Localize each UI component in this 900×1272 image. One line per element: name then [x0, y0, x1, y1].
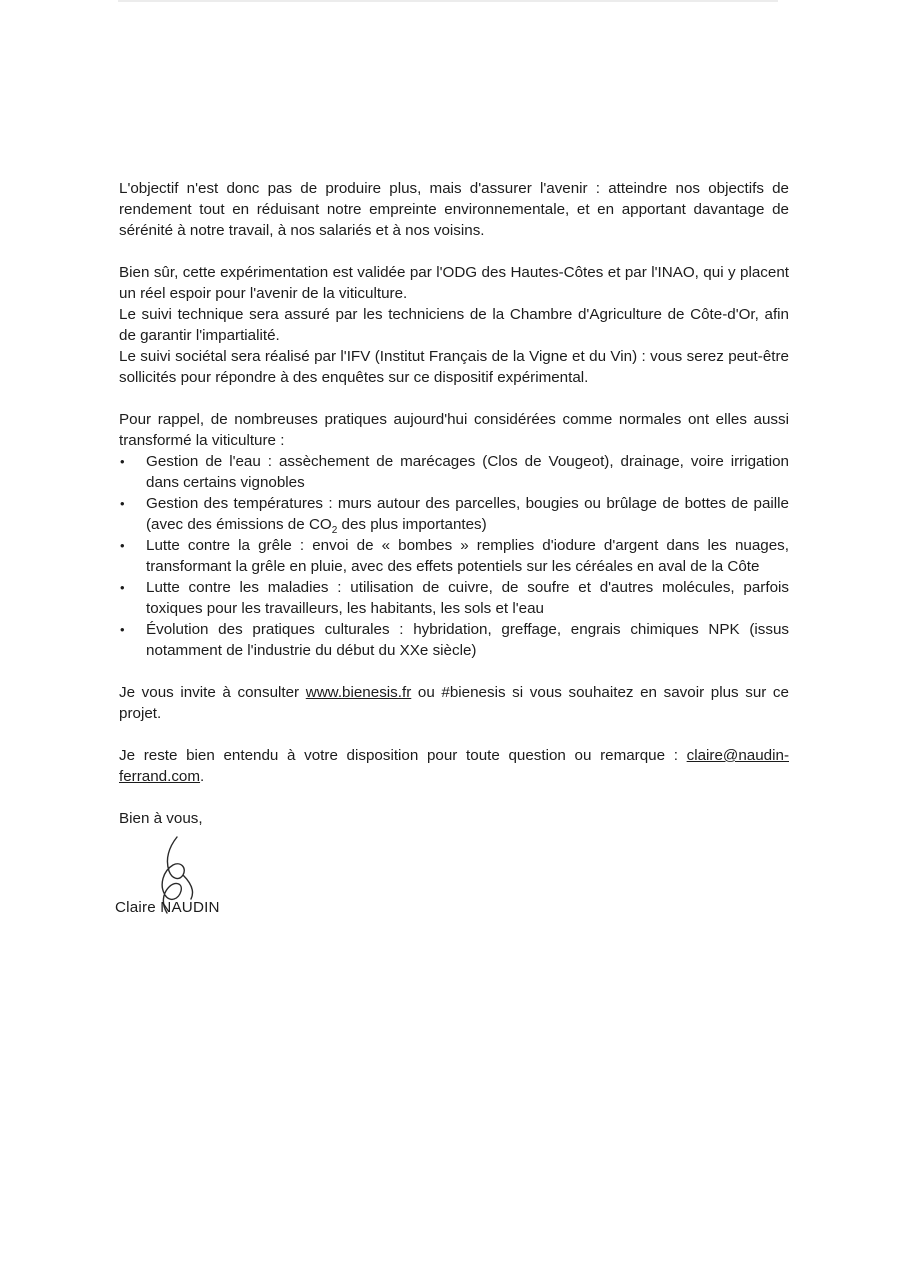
practice-text: Gestion de l'eau : assèchement de marécages (Clos de Vougeot), drainage, voire irrigation dans certains vignobles: [146, 453, 789, 491]
signer-name: Claire NAUDIN: [115, 899, 220, 916]
validation-paragraph: Bien sûr, cette expérimentation est validée par l'ODG des Hautes-Côtes et par l'INAO, qui y placent un réel espoir pour l'avenir de la viticulture.: [119, 264, 789, 302]
intro-paragraph: L'objectif n'est donc pas de produire plus, mais d'assurer l'avenir : atteindre nos objectifs de rendement tout en réduisant notre empreinte environnementale, et en apportant davantage de sérénité à notre travail, à nos salariés et à nos voisins.: [119, 180, 789, 239]
bullet-icon: •: [120, 622, 125, 637]
societal-follow-up-paragraph: Le suivi sociétal sera réalisé par l'IFV (Institut Français de la Vigne et du Vin) : vous serez peut-être sollicités pour répondre à des enquêtes sur ce dispositif expérimental.: [119, 348, 789, 386]
invitation-text-before: Je vous invite à consulter: [119, 684, 300, 701]
letter-body: [115, 178, 789, 923]
contact-paragraph: [119, 745, 789, 787]
list-item: [119, 619, 789, 661]
bullet-icon: •: [120, 454, 125, 469]
list-item: [119, 577, 789, 619]
bullet-icon: •: [120, 496, 125, 511]
email-link[interactable]: claire@naudin-ferrand.com: [119, 747, 789, 785]
list-item: [119, 451, 789, 493]
reminder-intro: Pour rappel, de nombreuses pratiques aujourd'hui considérées comme normales ont elles aussi transformé la viticulture :: [119, 411, 789, 449]
co2-subscript: 2: [331, 525, 338, 537]
practice-text: Lutte contre les maladies : utilisation de cuivre, de soufre et d'autres molécules, parfois toxiques pour les travailleurs, les habitants, les sols et l'eau: [146, 579, 789, 617]
contact-text-before: Je reste bien entendu à votre disposition pour toute question ou remarque :: [119, 747, 678, 764]
practice-text: Gestion des températures : murs autour des parcelles, bougies ou brûlage de bottes de paille (avec des émissions de: [146, 495, 789, 533]
closing-salutation: Bien à vous,: [119, 810, 203, 827]
list-item: [119, 535, 789, 577]
list-item: [119, 493, 789, 535]
practices-list: [119, 451, 789, 661]
invitation-text-after: ou #bienesis si vous souhaitez en savoir plus sur ce projet.: [119, 684, 789, 722]
website-link[interactable]: www.bienesis.fr: [305, 684, 412, 701]
invitation-paragraph: [119, 682, 789, 724]
practice-text: Lutte contre la grêle : envoi de « bombes » remplies d'iodure d'argent dans les nuages, transformant la grêle en pluie, avec des effets potentiels sur les céréales en aval de la Côte: [146, 537, 789, 575]
signature-block: [115, 831, 789, 923]
co2-base: CO: [308, 516, 332, 533]
contact-text-after: .: [200, 768, 205, 785]
technical-follow-up-paragraph: Le suivi technique sera assuré par les techniciens de la Chambre d'Agriculture de Côte-d'Or, afin de garantir l'impartialité.: [119, 306, 789, 344]
practice-text: Évolution des pratiques culturales : hybridation, greffage, engrais chimiques NPK (issus notamment de l'industrie du début du XXe siècle): [146, 621, 789, 659]
scan-edge: [118, 0, 778, 2]
practice-text-tail: des plus importantes): [341, 516, 487, 533]
co2-formula: [308, 516, 338, 537]
bullet-icon: •: [120, 580, 125, 595]
bullet-icon: •: [120, 538, 125, 553]
